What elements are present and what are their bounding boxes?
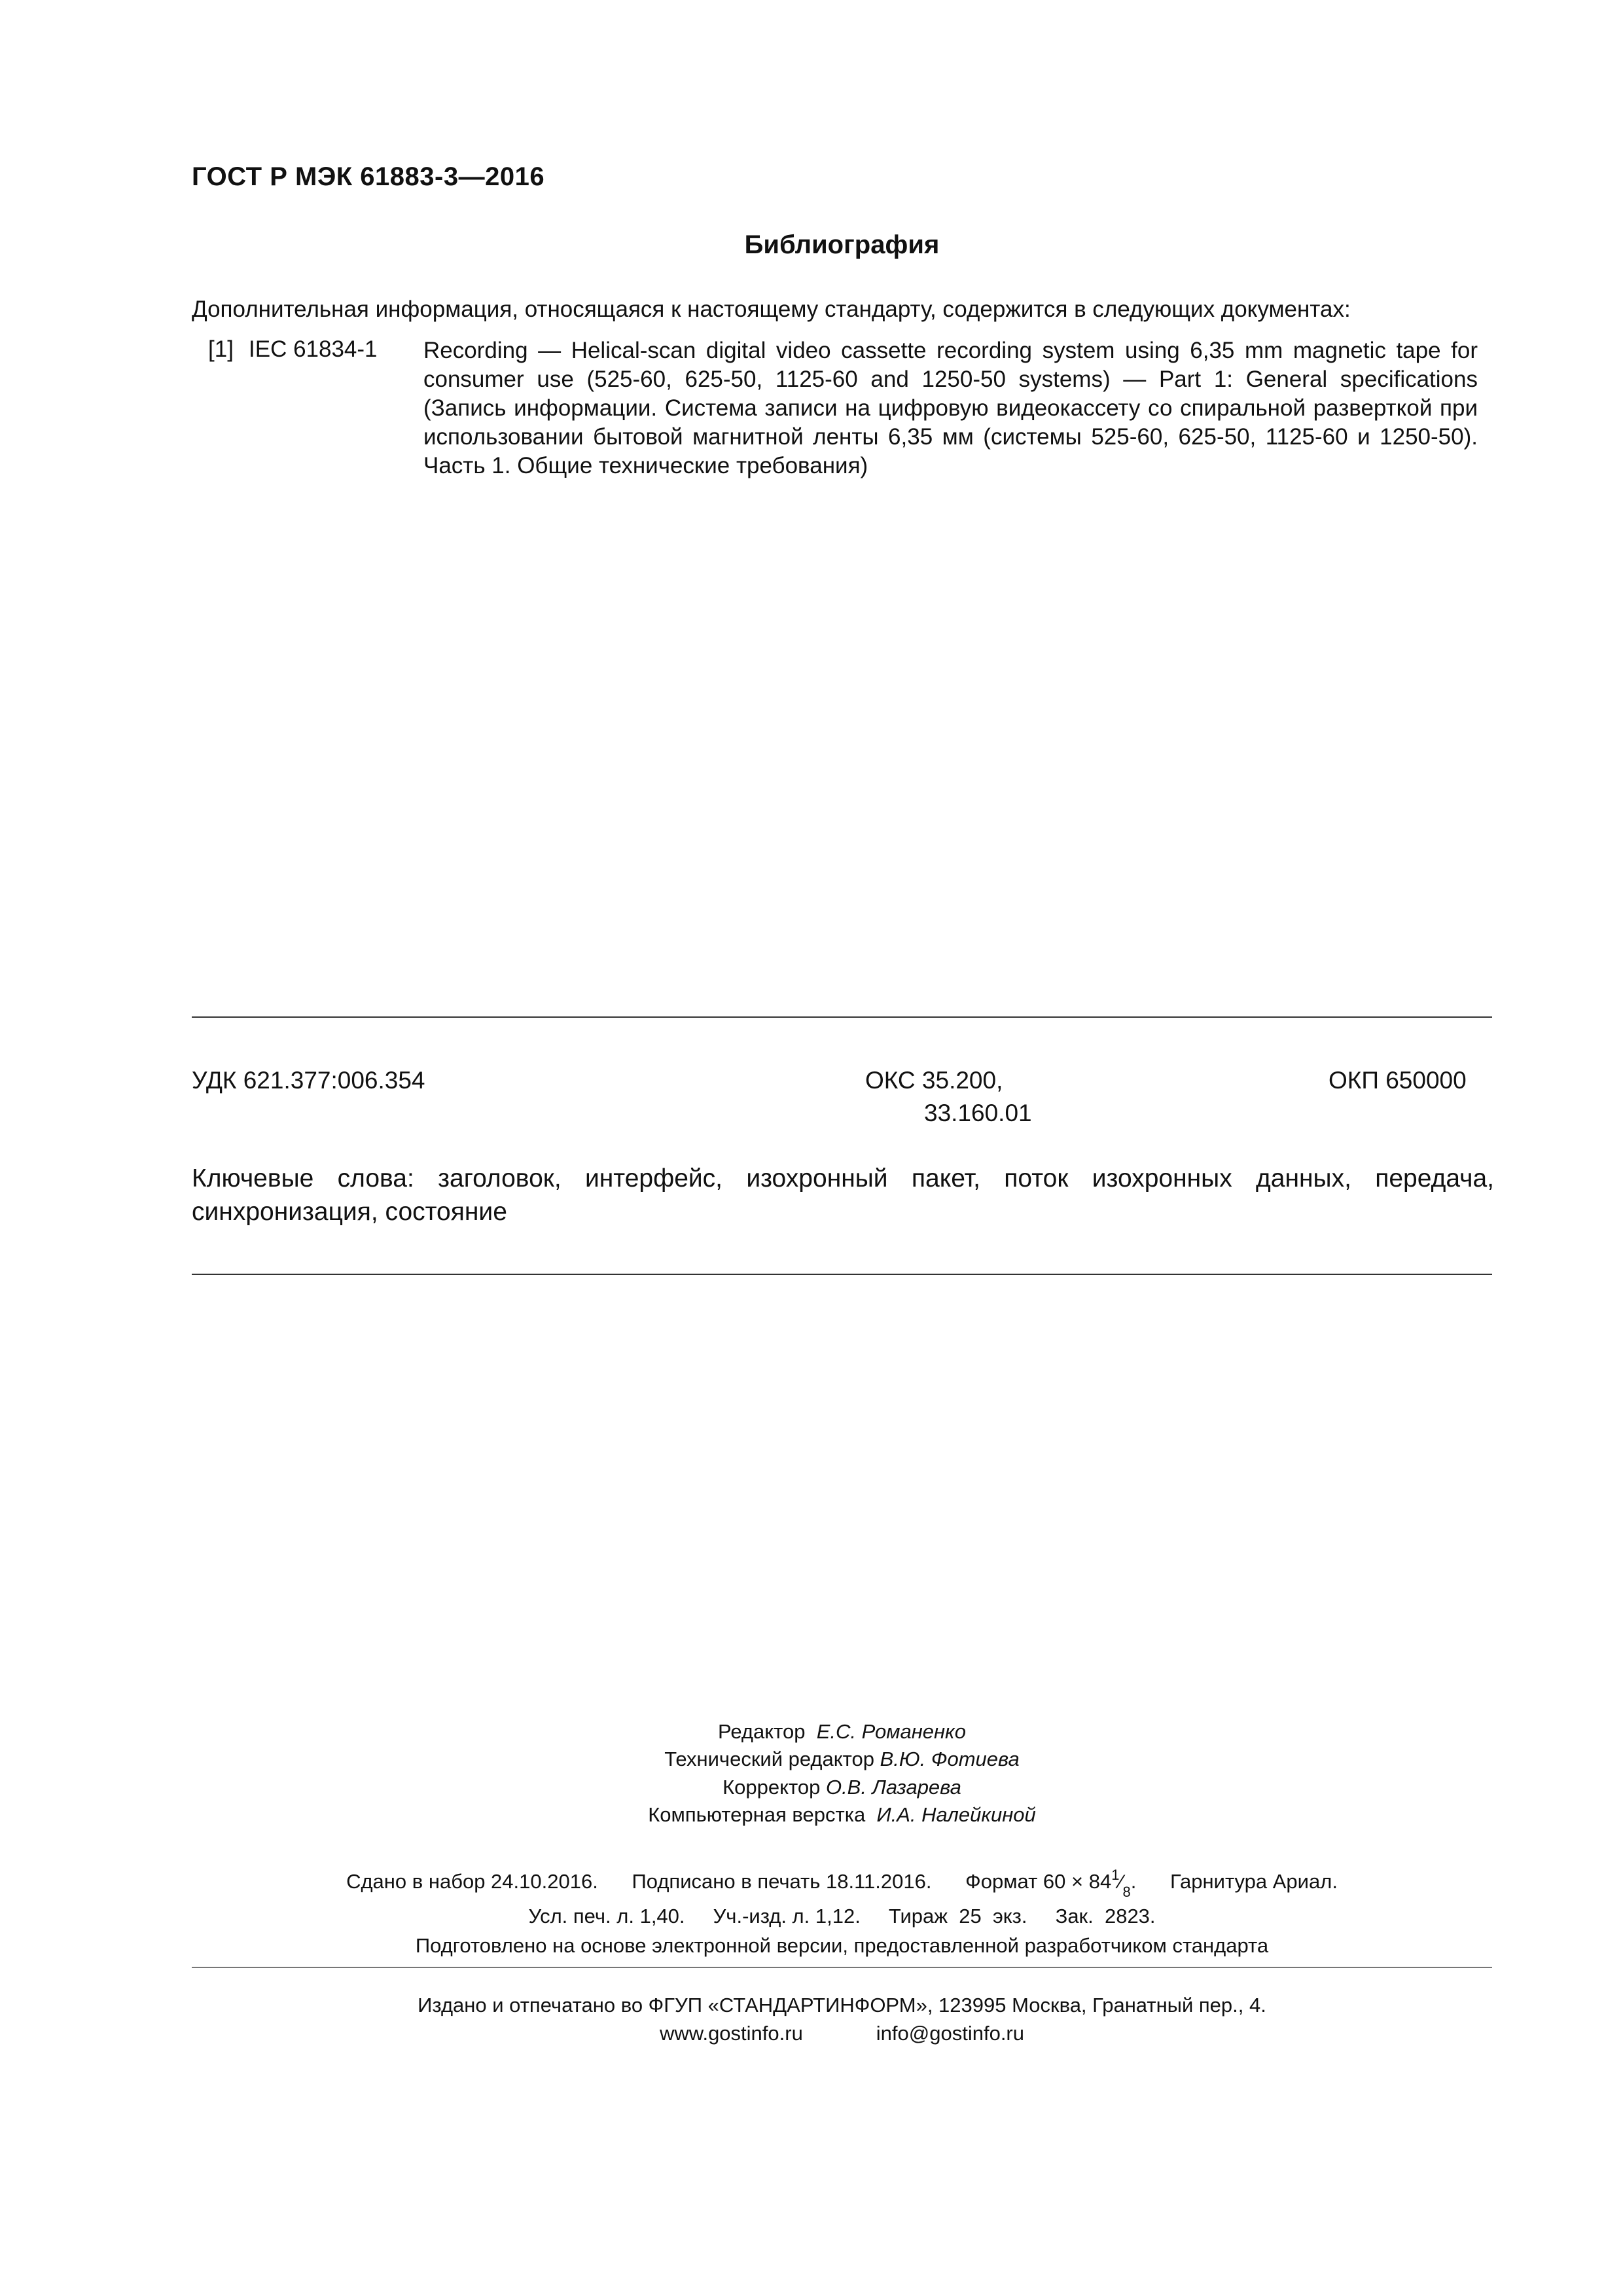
imprint-line2	[0, 1905, 1623, 1928]
credit-role: Корректор	[722, 1776, 821, 1799]
document-code: ГОСТ Р МЭК 61883-3—2016	[192, 162, 545, 191]
credit-person: Е.С. Романенко	[816, 1720, 966, 1743]
bibliography-entry-text: Recording — Helical-scan digital video cassette recording system using 6,35 mm magnetic tape for consumer use (525-60, 625-50, 1125-60 and 1250-50 systems) — Part 1: General specifications (Запись информации. Система записи на цифровую видеокассету со спиральной разверткой при использовании бытовой магнитной ленты 6,35 мм (системы 525-60, 625-50, 1125-60 и 1250-50). Часть 1. Общие технические требования)	[423, 338, 1478, 478]
credit-role: Компьютерная верстка	[648, 1803, 866, 1826]
publisher-line: Издано и отпечатано во ФГУП «СТАНДАРТИНФОРМ», 123995 Москва, Гранатный пер., 4.	[418, 1994, 1266, 2017]
top-divider	[192, 1016, 1492, 1018]
imprint-print-sheets: Усл. печ. л. 1,40.	[528, 1905, 685, 1928]
publisher-website-link[interactable]: www.gostinfo.ru	[660, 2022, 803, 2045]
credit-person: И.А. Налейкиной	[876, 1803, 1036, 1826]
publisher-contacts	[0, 2022, 1623, 2045]
keywords: Ключевые слова: заголовок, интерфейс, изохронный пакет, поток изохронных данных, передача, синхронизация, состояние	[192, 1164, 1494, 1226]
imprint-line1: Сдано в набор 24.10.2016. Подписано в печать 18.11.2016. Формат $60 \times 84^1⁄_8$. Гарнитура Ариал.	[346, 1867, 1338, 1900]
imprint-run: Тираж 25 экз.	[888, 1905, 1027, 1928]
bibliography-entry-code: IEC 61834-1	[249, 336, 378, 362]
credit-tech-editor	[0, 1748, 1623, 1771]
oks-code-line2: 33.160.01	[924, 1100, 1032, 1126]
imprint-pub-sheets: Уч.-изд. л. 1,12.	[713, 1905, 861, 1928]
oks-code-line1: ОКС 35.200,	[865, 1067, 1003, 1094]
publisher-email-link[interactable]: info@gostinfo.ru	[876, 2022, 1024, 2045]
credit-role: Редактор	[718, 1720, 806, 1743]
imprint-prepared: Подготовлено на основе электронной версии, предоставленной разработчиком стандарта	[415, 1934, 1269, 1957]
imprint-divider	[192, 1967, 1492, 1968]
credit-layout	[0, 1803, 1623, 1827]
bibliography-title: Библиография	[744, 230, 940, 259]
imprint-format: Формат 60 × 84	[965, 1870, 1112, 1893]
bibliography-entry-number: [1]	[208, 336, 234, 362]
format-fraction: $^1⁄_8$	[1111, 1867, 1131, 1900]
credit-person: О.В. Лазарева	[825, 1776, 961, 1799]
credit-corrector	[0, 1776, 1623, 1799]
imprint-order: Зак. 2823.	[1055, 1905, 1156, 1928]
imprint-typeset: Сдано в набор 24.10.2016.	[346, 1870, 598, 1893]
imprint-signed: Подписано в печать 18.11.2016.	[632, 1870, 932, 1893]
credit-person: В.Ю. Фотиева	[880, 1748, 1020, 1770]
okp-code: ОКП 650000	[1329, 1067, 1467, 1094]
credit-role: Технический редактор	[664, 1748, 874, 1770]
imprint-typeface: Гарнитура Ариал.	[1170, 1870, 1338, 1893]
udk-code: УДК 621.377:006.354	[192, 1067, 425, 1094]
credit-editor	[0, 1720, 1623, 1744]
bottom-divider	[192, 1274, 1492, 1275]
bibliography-intro: Дополнительная информация, относящаяся к настоящему стандарту, содержится в следующих документах:	[192, 296, 1351, 322]
